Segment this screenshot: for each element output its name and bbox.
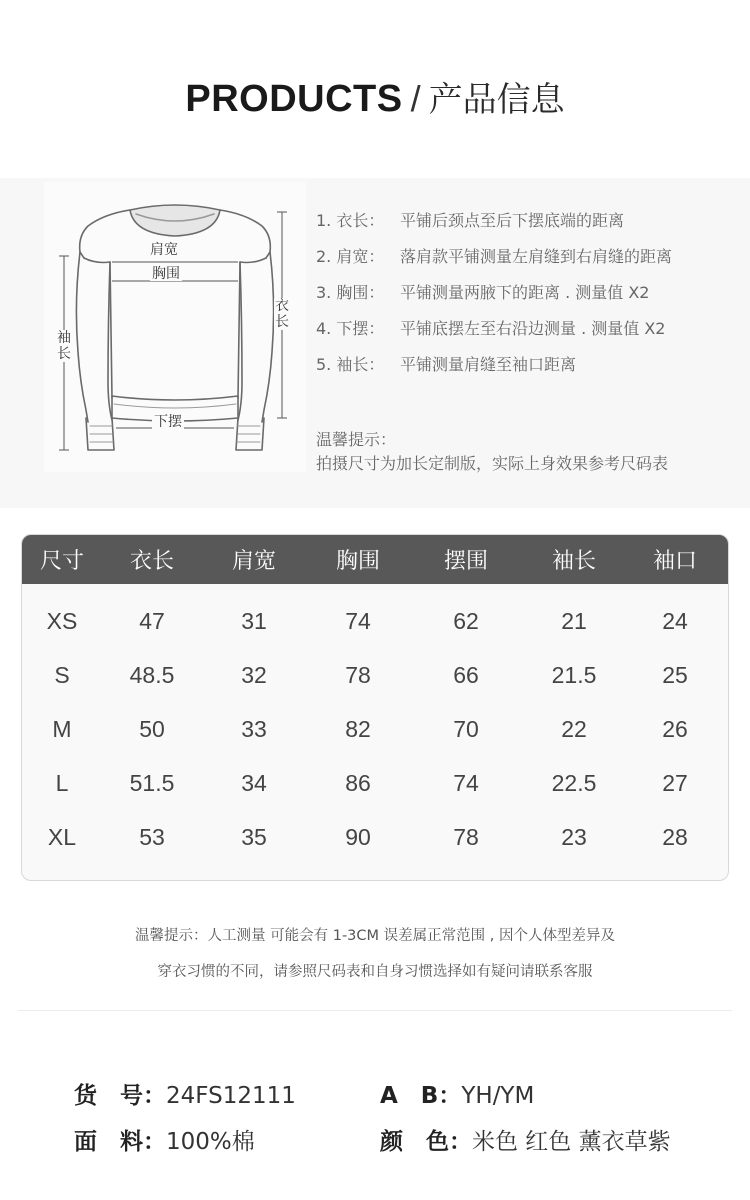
header [0, 0, 750, 178]
table-cell: 26 [662, 715, 688, 742]
diagram-label-hem: 下摆 [154, 414, 182, 430]
table-cell: 34 [241, 769, 267, 796]
table-cell: M [52, 715, 72, 742]
table-cell: 74 [453, 769, 479, 796]
title-cn: 产品信息 [428, 80, 565, 120]
table-cell: L [55, 769, 69, 796]
column-header-hem: 摆围 [443, 549, 488, 574]
table-cell: 70 [453, 715, 479, 742]
ab-label: A B： [380, 1083, 462, 1109]
table-cell: 86 [345, 769, 371, 796]
measurement-notice [0, 918, 750, 990]
table-row [22, 702, 728, 756]
measurement-text: 平铺底摆左至右沿边测量 . 测量值 X2 [400, 319, 666, 338]
color-value: 米色 红色 薰衣草紫 [472, 1129, 671, 1155]
measurement-text: 平铺后颈点至后下摆底端的距离 [400, 211, 625, 230]
table-cell: 90 [345, 823, 371, 850]
diagram-label-shoulder: 肩宽 [150, 242, 178, 258]
title-separator: / [410, 78, 421, 119]
info-material [74, 1123, 255, 1156]
measurement-item [316, 208, 736, 244]
material-value: 100%棉 [166, 1129, 255, 1155]
measurement-text: 落肩款平铺测量左肩缝到右肩缝的距离 [400, 247, 673, 266]
material-label: 面 料： [74, 1129, 166, 1155]
table-cell: XL [47, 823, 77, 850]
table-cell: 21.5 [551, 661, 597, 688]
table-cell: 33 [241, 715, 267, 742]
table-cell: 48.5 [129, 661, 175, 688]
photo-tip [316, 428, 668, 476]
table-cell: 32 [241, 661, 267, 688]
sweatshirt-diagram [44, 182, 306, 472]
table-cell: 50 [139, 715, 165, 742]
color-label: 颜 色： [380, 1129, 472, 1155]
notice-line-2: 穿衣习惯的不同，请参照尺码表和自身习惯选择如有疑问请联系客服 [157, 964, 593, 980]
measurement-label: 2. 肩宽： [316, 247, 385, 266]
table-cell: 25 [662, 661, 688, 688]
table-cell: 82 [345, 715, 371, 742]
table-cell: 23 [561, 823, 587, 850]
column-header-cuff: 袖口 [652, 549, 697, 574]
table-cell: 27 [662, 769, 688, 796]
measurement-label: 3. 胸围： [316, 283, 385, 302]
table-row [22, 648, 728, 702]
title-en: PRODUCTS [185, 78, 403, 120]
item-number-label: 货 号： [74, 1083, 166, 1109]
info-ab [380, 1077, 534, 1110]
column-header-size: 尺寸 [39, 549, 84, 574]
page-title [0, 72, 750, 121]
diagram-label-chest: 胸围 [152, 266, 180, 282]
measurement-descriptions [316, 208, 736, 388]
table-cell: 31 [241, 607, 267, 634]
measurement-label: 1. 衣长： [316, 211, 385, 230]
measurement-guide [0, 178, 750, 508]
table-cell: S [54, 661, 70, 688]
table-row [22, 594, 728, 648]
notice-line-1: 温馨提示：人工测量 可能会有 1-3CM 误差属正常范围 , 因个人体型差异及 [135, 928, 615, 944]
table-row [22, 810, 728, 864]
item-number-value: 24FS12111 [166, 1083, 296, 1109]
table-cell: 78 [453, 823, 479, 850]
table-cell: 28 [662, 823, 688, 850]
table-cell: 21 [561, 607, 587, 634]
column-header-shoulder: 肩宽 [231, 549, 276, 574]
table-cell: 66 [453, 661, 479, 688]
measurement-text: 平铺测量肩缝至袖口距离 [400, 355, 577, 374]
measurement-label: 5. 袖长： [316, 355, 385, 374]
info-item-number [74, 1077, 296, 1110]
table-cell: 62 [453, 607, 479, 634]
table-cell: 24 [662, 607, 688, 634]
measurement-label: 4. 下摆： [316, 319, 385, 338]
table-cell: XS [46, 607, 78, 634]
tip-text: 拍摄尺寸为加长定制版，实际上身效果参考尺码表 [316, 454, 669, 473]
column-header-length: 衣长 [129, 549, 174, 574]
diagram-label-sleeve-length: 袖长 [57, 330, 71, 362]
table-cell: 35 [241, 823, 267, 850]
measurement-item [316, 316, 736, 352]
measurement-item [316, 352, 736, 388]
table-cell: 22.5 [551, 769, 597, 796]
column-header-sleeve: 袖长 [551, 549, 596, 574]
table-cell: 47 [139, 607, 165, 634]
ab-value: YH/YM [461, 1083, 535, 1109]
size-table-header [22, 535, 728, 584]
measurement-item [316, 280, 736, 316]
tip-title: 温馨提示： [316, 430, 397, 449]
diagram-label-body-length: 衣长 [275, 298, 289, 330]
measurement-item [316, 244, 736, 280]
column-header-chest: 胸围 [335, 549, 380, 574]
table-cell: 78 [345, 661, 371, 688]
table-cell: 53 [139, 823, 165, 850]
table-cell: 51.5 [129, 769, 175, 796]
table-cell: 74 [345, 607, 371, 634]
table-row [22, 756, 728, 810]
measurement-text: 平铺测量两腋下的距离 . 测量值 X2 [400, 283, 650, 302]
divider [18, 1010, 732, 1011]
info-color [380, 1123, 671, 1156]
size-table-body [22, 584, 728, 864]
size-table [21, 534, 729, 881]
table-cell: 22 [561, 715, 587, 742]
